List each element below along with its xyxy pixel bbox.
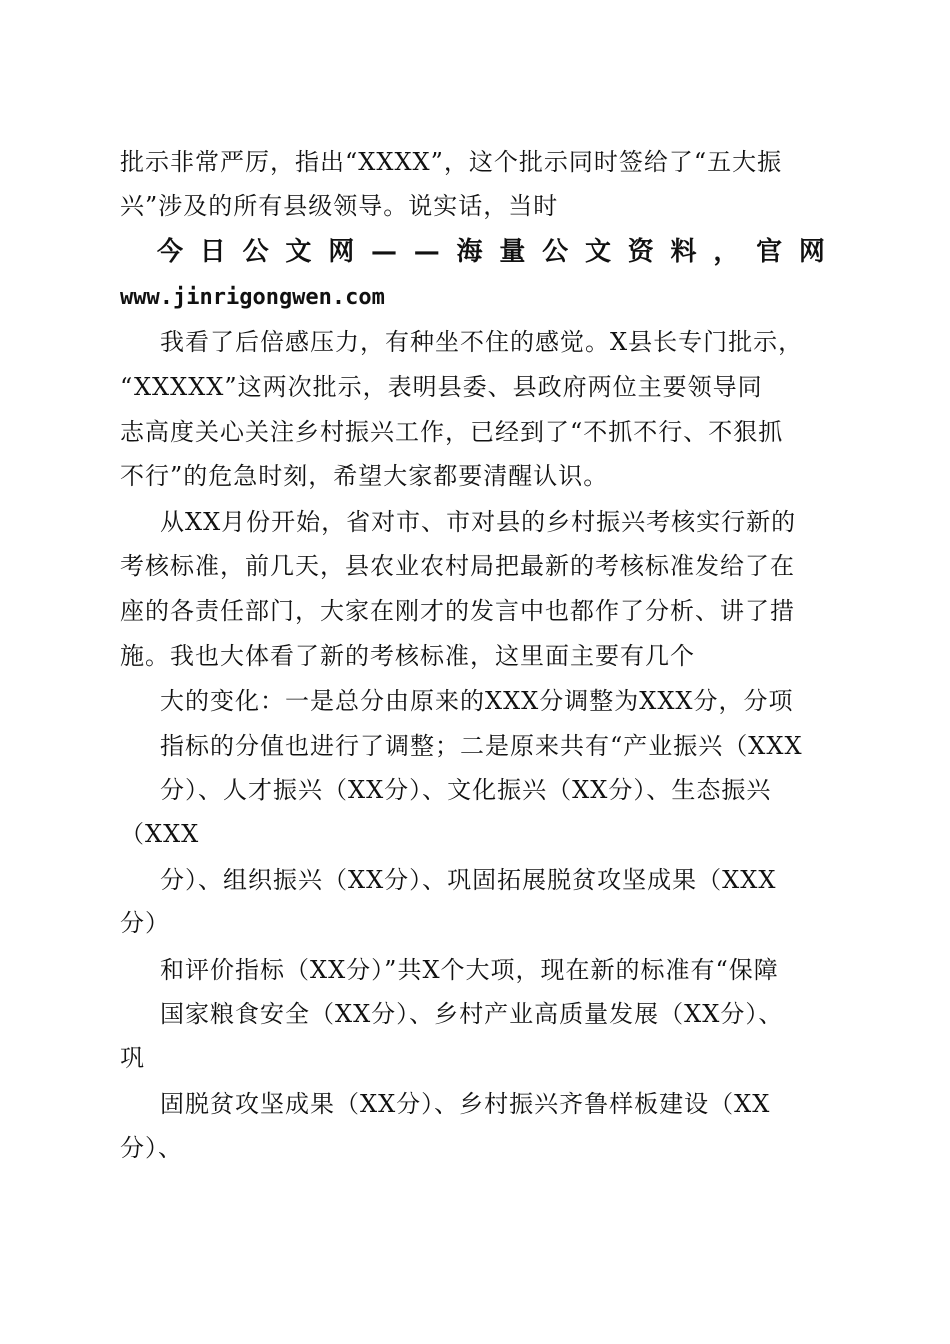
site-banner	[157, 237, 825, 267]
text-line: 不行”的危急时刻，希望大家都要清醒认识。	[120, 462, 609, 490]
site-url: www.jinrigongwen.com	[120, 285, 385, 310]
banner-char: 今	[157, 237, 184, 267]
text-line: 大的变化：一是总分由原来的XXX分调整为XXX分，分项	[160, 687, 794, 715]
text-line: 固脱贫攻坚成果（XX分）、乡村振兴齐鲁样板建设（XX	[160, 1090, 771, 1118]
banner-char: 公	[242, 237, 269, 267]
text-line: 座的各责任部门，大家在刚才的发言中也都作了分析、讲了措	[120, 597, 795, 625]
text-line: 国家粮食安全（XX分）、乡村产业高质量发展（XX分）、	[160, 1000, 784, 1028]
text-line: 分）、	[120, 1134, 183, 1162]
banner-char: 日	[199, 237, 226, 267]
banner-char: 网	[798, 237, 825, 267]
banner-char: 料	[670, 237, 697, 267]
text-line: 考核标准，前几天，县农业农村局把最新的考核标准发给了在	[120, 552, 795, 580]
text-line: 分）、组织振兴（XX分）、巩固拓展脱贫攻坚成果（XXX	[160, 866, 777, 894]
text-line: “XXXXX”这两次批示，表明县委、县政府两位主要领导同	[120, 373, 763, 401]
text-line: （XXX	[120, 820, 200, 848]
banner-char: 网	[328, 237, 355, 267]
banner-char: —	[413, 237, 440, 267]
text-line: 批示非常严厉，指出“XXXX”，这个批示同时签给了“五大振	[120, 148, 783, 176]
text-line: 分）	[120, 909, 170, 937]
text-line: 巩	[120, 1044, 145, 1072]
banner-char: —	[370, 237, 397, 267]
banner-char: 量	[499, 237, 526, 267]
banner-char: 资	[627, 237, 654, 267]
banner-char: ，	[713, 237, 740, 267]
text-line: 兴”涉及的所有县级领导。说实话，当时	[120, 192, 559, 220]
text-line: 施。我也大体看了新的考核标准，这里面主要有几个	[120, 642, 695, 670]
text-line: 分）、人才振兴（XX分）、文化振兴（XX分）、生态振兴	[160, 776, 772, 804]
text-line: 和评价指标（XX分）”共X个大项，现在新的标准有“保障	[160, 956, 779, 984]
banner-char: 文	[285, 237, 312, 267]
banner-char: 海	[456, 237, 483, 267]
banner-char: 官	[756, 237, 783, 267]
text-line: 指标的分值也进行了调整；二是原来共有“产业振兴（XXX	[160, 732, 803, 760]
text-line: 从XX月份开始，省对市、市对县的乡村振兴考核实行新的	[160, 508, 797, 536]
text-line: 我看了后倍感压力，有种坐不住的感觉。X县长专门批示，	[160, 328, 804, 356]
banner-char: 文	[584, 237, 611, 267]
banner-char: 公	[542, 237, 569, 267]
text-line: 志高度关心关注乡村振兴工作，已经到了“不抓不行、不狠抓	[120, 418, 784, 446]
